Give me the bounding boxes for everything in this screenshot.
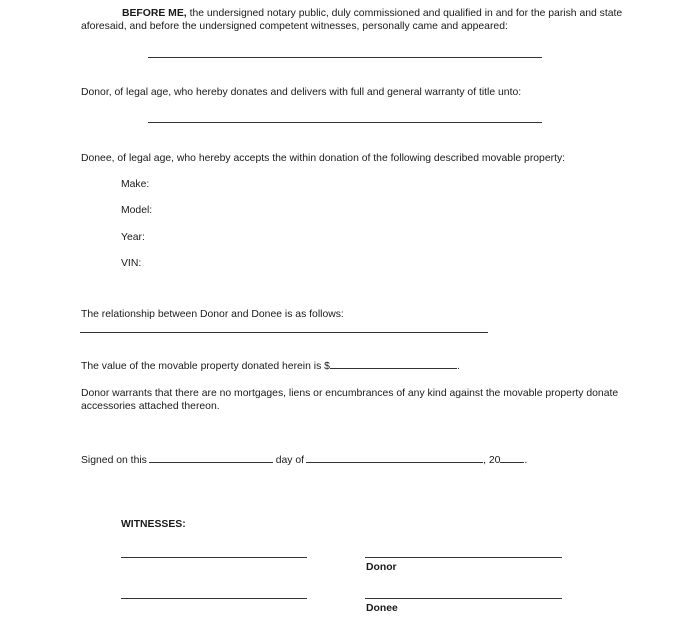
signed-prefix: Signed on this [81, 455, 147, 466]
warranty-line-2: accessories attached thereon. [81, 401, 220, 412]
intro-text-1: the undersigned notary public, duly commissioned and qualified in and for the parish and state [189, 8, 623, 19]
witness-2-signature-line[interactable] [121, 598, 307, 599]
donee-clause: Donee, of legal age, who hereby accepts the within donation of the following described movable property: [81, 153, 566, 164]
vin-label: VIN: [121, 258, 142, 269]
value-end: . [456, 361, 460, 372]
donee-name-line[interactable] [148, 122, 542, 123]
donor-signature-line[interactable] [365, 557, 562, 558]
donor-signature-label: Donor [366, 562, 397, 573]
signed-day-field[interactable] [149, 453, 273, 463]
relationship-text: The relationship between Donor and Donee is as follows: [81, 309, 344, 320]
year-label: Year: [121, 232, 145, 243]
intro-line-1 [122, 7, 622, 21]
model-label: Model: [121, 205, 153, 216]
signed-end: . [524, 455, 528, 466]
signed-year-prefix: , 20 [483, 455, 501, 466]
warranty-line-1: Donor warrants that there are no mortgages, liens or encumbrances of any kind against the movable property donate [81, 388, 619, 399]
donor-clause: Donor, of legal age, who hereby donates and delivers with full and general warranty of title unto: [81, 87, 522, 98]
witnesses-heading: WITNESSES: [121, 519, 186, 530]
signed-year-field[interactable] [500, 453, 524, 463]
value-amount-field[interactable] [330, 359, 457, 369]
signed-line [81, 453, 527, 468]
witness-1-signature-line[interactable] [121, 557, 307, 558]
appearer-name-line[interactable] [148, 57, 542, 58]
signed-month-field[interactable] [306, 453, 483, 463]
value-line [81, 359, 460, 374]
relationship-line[interactable] [80, 332, 488, 333]
intro-lead: BEFORE ME, [122, 8, 187, 19]
value-text: The value of the movable property donated herein is $ [81, 361, 330, 372]
donee-signature-line[interactable] [365, 598, 562, 599]
intro-line-2: aforesaid, and before the undersigned competent witnesses, personally came and appeared: [81, 21, 508, 32]
signed-day-of: day of [275, 455, 305, 466]
make-label: Make: [121, 179, 150, 190]
donee-signature-label: Donee [366, 603, 398, 614]
